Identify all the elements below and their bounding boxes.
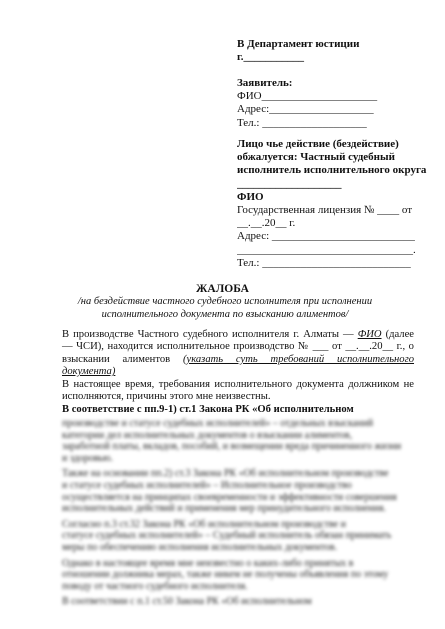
blurred-line: статусе судебных исполнителей» – Судебный исполнитель обязан принимать xyxy=(62,530,392,542)
applicant-phone: Тел.: ___________________ xyxy=(237,116,367,129)
applicant-block xyxy=(237,77,437,130)
blurred-line: и статусе судебных исполнителей» – Исполнительное производство xyxy=(62,479,352,491)
blurred-line: категории дел исполнительных документов о взыскании алиментов, xyxy=(62,429,353,441)
applicant-address: Адрес:___________________ xyxy=(237,103,374,116)
p1-text-a: В производстве Частного судебного исполнителя г. Алматы — xyxy=(62,329,354,340)
paragraph-2: В настоящее время, требования исполнительного документа должником не исполняются, причины этого мне неизвестны. xyxy=(62,379,414,403)
document-subtitle xyxy=(60,296,390,321)
p1-text-d: (указать суть требований исполнительного документа) xyxy=(62,353,415,378)
blurred-line: и здоровью. xyxy=(62,452,113,464)
document-title: ЖАЛОБА xyxy=(196,283,249,295)
respondent-l3: исполнитель исполнительного округа xyxy=(237,164,427,177)
applicant-heading: Заявитель: xyxy=(237,77,293,89)
respondent-address-cont: ________________________________. xyxy=(237,243,416,256)
p1-text-c: ___ от __.__.20__ г., о взыскании алиментов xyxy=(62,341,414,365)
blurred-body xyxy=(62,418,414,608)
city-line: г.___________ xyxy=(237,51,305,64)
subtitle-line-1: /на бездействие частного судебного исполнителя при исполнении xyxy=(77,296,373,307)
respondent-fio: ФИО xyxy=(237,190,264,203)
blurred-line: отношении должника мерах, также никем не получены объявления по этому xyxy=(62,569,389,581)
blurred-line: меры по обеспечению исполнения исполнительных документов. xyxy=(62,541,338,553)
blurred-line: осуществляется на принципах своевременности и эффективности совершения xyxy=(62,491,397,503)
license-l1: Государственная лицензия № ____ от xyxy=(237,204,413,217)
p1-fio: ФИО xyxy=(357,329,382,340)
applicant-fio: ФИО_____________________ xyxy=(237,90,378,103)
blurred-line: Также на основании пп.2) ст.3 Закона РК «Об исполнительном производстве xyxy=(62,468,389,480)
blurred-line: производстве и статусе судебных исполнителей» – отдельных взысканий xyxy=(62,418,374,429)
blurred-line: заработной платы, вкладов, пособий, и возмещении вреда причиненного жизни xyxy=(62,441,402,453)
respondent-phone: Тел.: ___________________________ xyxy=(237,256,411,269)
respondent-l1: Лицо чье действие (бездействие) xyxy=(237,138,399,150)
license-l2: __.__.20__ г. xyxy=(237,217,296,230)
paragraph-3: В соответствие с пп.9-1) ст.1 Закона РК «Об исполнительном xyxy=(62,404,354,415)
respondent-l2: обжалуется: Частный судебный xyxy=(237,151,395,164)
department-line: В Департамент юстиции xyxy=(237,38,360,50)
respondent-block xyxy=(237,138,437,270)
blurred-line: Согласно п.3 ст.32 Закона РК «Об исполнительном производстве и xyxy=(62,518,346,530)
blurred-line: исполнительных действий и применения мер принудительного исполнения. xyxy=(62,503,386,515)
blurred-line: Однако в настоящее время мне неизвестно о каких-либо принятых в xyxy=(62,557,354,569)
p1-text-b: (далее — ЧСИ), находится исполнительное производство № xyxy=(62,329,414,353)
respondent-address: Адрес: __________________________ xyxy=(237,230,415,243)
paragraph-1 xyxy=(62,329,414,379)
respondent-l4: ___________________ xyxy=(237,177,342,190)
addressee-block xyxy=(237,38,437,64)
subtitle-line-2: исполнительного документа по взысканию алиментов/ xyxy=(101,308,349,320)
blurred-line: поводу от частного судебного исполнителя. xyxy=(62,580,248,592)
blurred-line: В соответствии с п.1 ст.50 Закона РК «Об исполнительном xyxy=(62,596,312,608)
